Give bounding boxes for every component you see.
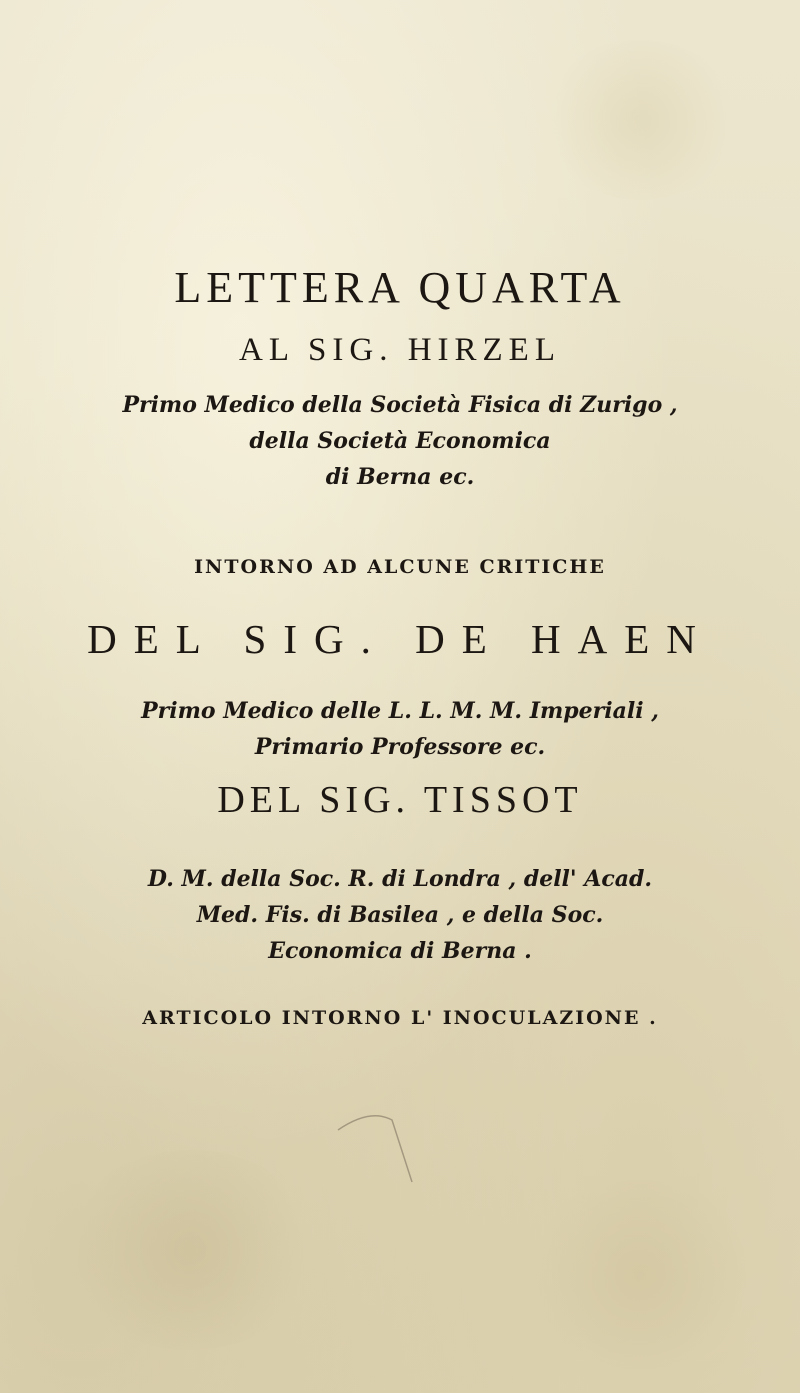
paper-stain (520, 1180, 760, 1370)
article-heading: ARTICOLO INTORNO L' INOCULAZIONE . (142, 1007, 658, 1029)
de-haen-title-line: Primario Professore ec. (254, 734, 546, 760)
tissot-heading: DEL SIG. TISSOT (217, 779, 583, 821)
addressee-title-line: della Società Economica (249, 428, 551, 454)
paper-stain (60, 1150, 320, 1350)
tissot-title-line: D. M. della Soc. R. di Londra , dell' Acad. (147, 866, 653, 892)
tissot-title-line: Med. Fis. di Basilea , e della Soc. (196, 902, 604, 928)
de-haen-heading: DEL SIG. DE HAEN (87, 616, 713, 662)
paper-stain (540, 40, 740, 200)
de-haen-title-line: Primo Medico delle L. L. M. M. Imperiali , (141, 698, 659, 724)
addressee-title-line: Primo Medico della Società Fisica di Zurigo , (122, 392, 678, 418)
addressee-heading: AL SIG. HIRZEL (239, 332, 561, 368)
letter-title: LETTERA QUARTA (174, 263, 626, 312)
paper-crease-mark (330, 1090, 450, 1200)
addressee-title-line: di Berna ec. (325, 464, 475, 490)
subject-heading: INTORNO AD ALCUNE CRITICHE (194, 556, 606, 578)
tissot-title-line: Economica di Berna . (268, 938, 532, 964)
